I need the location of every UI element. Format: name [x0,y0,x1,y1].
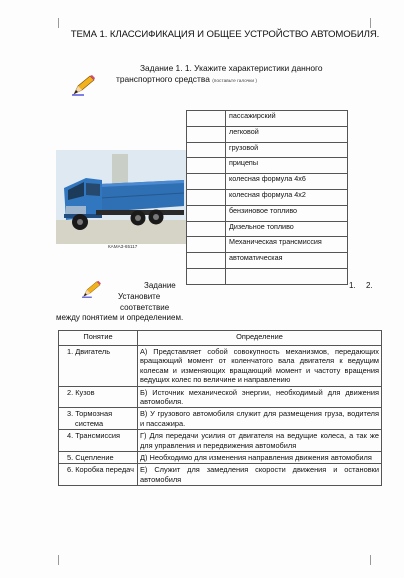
checkbox-cell[interactable] [187,158,226,174]
table-row [187,158,348,174]
checkbox-cell[interactable] [187,221,226,237]
table-row [187,126,348,142]
table-row [187,205,348,221]
definition-cell: Е) Служит для замедления скорости движения и остановки автомобиля [138,464,382,486]
characteristic-label: прицепы [226,158,348,174]
truck-caption: КАМАЗ-65117 [108,244,138,249]
checkbox-cell[interactable] [187,205,226,221]
table-row [187,111,348,127]
checkbox-cell[interactable] [187,189,226,205]
checkbox-cell[interactable] [187,237,226,253]
table-row [187,237,348,253]
definition-cell: В) У грузового автомобиля служит для размещения груза, водителя и пассажира. [138,408,382,430]
table-row [187,268,348,284]
term-text: 6. Коробка передач [67,465,134,475]
term-cell [59,464,138,486]
definition-cell: Д) Необходимо для изменения направления движения автомобиля [138,452,382,464]
task-2-word1: Задание [144,281,176,290]
term-cell [59,386,138,408]
margin-mark [50,18,59,28]
table-row [59,464,382,486]
task-2-word3: соответствие [120,303,170,312]
term-cell [59,430,138,452]
pencil-icon [80,280,102,298]
characteristic-label: бензиновое топливо [226,205,348,221]
task-2-line4: между понятием и определением. [56,313,184,322]
characteristic-label [226,268,348,284]
task-1-line2 [116,74,346,87]
term-text: 3. Тормозная система [67,409,113,428]
checkbox-cell[interactable] [187,253,226,269]
checkbox-cell[interactable] [187,174,226,190]
task-2-number-2: 2. [366,281,373,290]
definition-cell: Б) Источник механической энергии, необходимый для движения автомобиля. [138,386,382,408]
definition-cell: Г) Для передачи усилия от двигателя на ведущие колеса, а так же для управления и передвижения автомобиля [138,430,382,452]
term-cell [59,346,138,387]
characteristic-label: легковой [226,126,348,142]
characteristic-label: автоматическая [226,253,348,269]
table-row [59,346,382,387]
checkbox-cell[interactable] [187,142,226,158]
margin-mark [370,555,379,565]
characteristics-table [186,110,348,285]
matching-table [58,330,382,486]
column-header-term: Понятие [59,331,138,346]
term-text: 4. Трансмиссия [67,431,121,441]
column-header-definition: Определение [138,331,382,346]
definition-cell: А) Представляет собой совокупность механизмов, передающих вращающий момент от коленчатого вала двигателя к ведущим колесам и изменяющих вращающий момент и частоту вращения ведущих колес по величине и направлению [138,346,382,387]
table-row [187,174,348,190]
margin-mark [50,555,59,565]
table-row [59,452,382,464]
term-text: 2. Кузов [67,387,95,397]
table-header-row [59,331,382,346]
term-cell [59,452,138,464]
characteristic-label: Дизельное топливо [226,221,348,237]
term-text: 5. Сцепление [67,453,114,463]
pencil-icon [70,74,96,96]
characteristic-label: пассажирский [226,111,348,127]
characteristic-label: колесная формула 4х2 [226,189,348,205]
truck-image [56,150,186,244]
table-row [59,386,382,408]
table-row [187,221,348,237]
task-1-line2-text: транспортного средства [116,74,210,84]
table-row [187,142,348,158]
task-1-text [116,63,346,87]
page-title: ТЕМА 1. КЛАССИФИКАЦИЯ И ОБЩЕЕ УСТРОЙСТВО АВТОМОБИЛЯ. [70,29,380,40]
checkbox-cell[interactable] [187,126,226,142]
term-cell [59,408,138,430]
table-row [187,189,348,205]
table-row [59,408,382,430]
term-text: 1. Двигатель [67,347,111,356]
margin-mark [370,18,379,28]
task-2-word2: Установите [118,292,161,301]
checkbox-cell[interactable] [187,111,226,127]
table-row [59,430,382,452]
task-2-number-1: 1. [349,281,356,290]
task-1-hint: (поставьте галочки ) [212,79,258,84]
checkbox-cell[interactable] [187,268,226,284]
characteristic-label: грузовой [226,142,348,158]
characteristic-label: Механическая трансмиссия [226,237,348,253]
characteristic-label: колесная формула 4х6 [226,174,348,190]
task-1-line1: Задание 1. 1. Укажите характеристики данного [140,63,323,73]
table-row [187,253,348,269]
